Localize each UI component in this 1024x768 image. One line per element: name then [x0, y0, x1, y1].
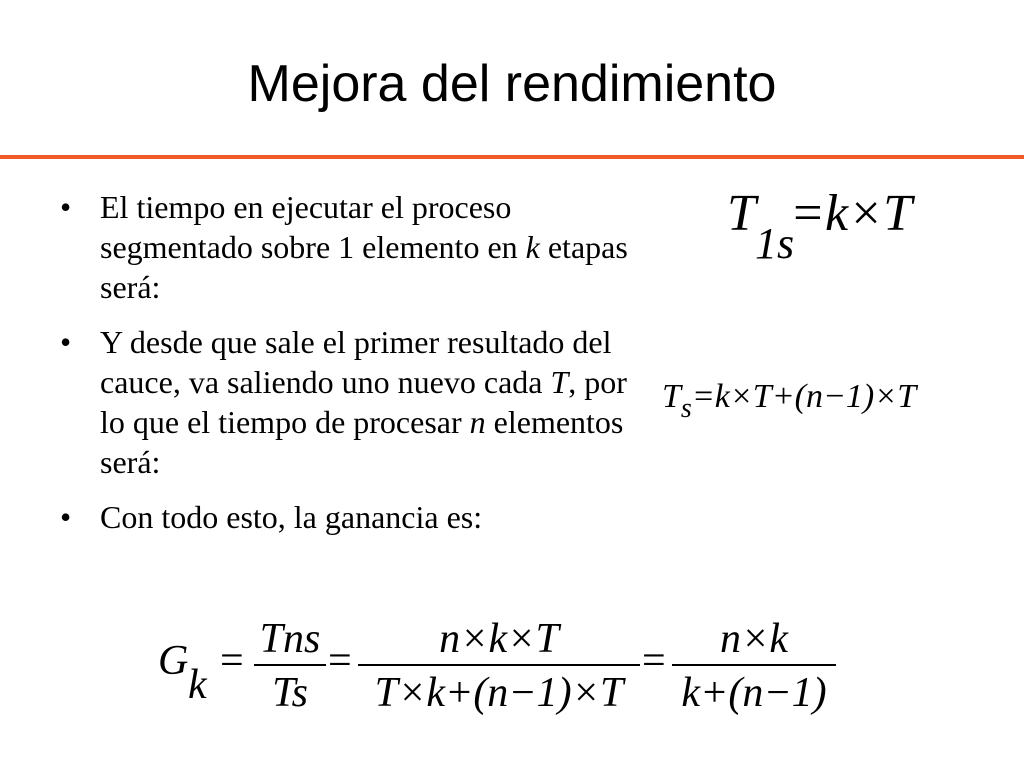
bullet-var-t: T: [550, 364, 569, 400]
formula-lhs: T: [662, 378, 681, 415]
fraction-denominator: k+(n−1): [681, 670, 827, 716]
bullet-text: Con todo esto, la ganancia es:: [100, 499, 483, 535]
fraction-ratio: [254, 618, 326, 714]
bullet-marker: •: [60, 324, 72, 360]
fraction-expanded: [358, 618, 640, 714]
bullet-list: [60, 187, 630, 552]
fraction-denominator: T×k+(n−1)×T: [374, 670, 624, 716]
bullet-marker: •: [60, 189, 72, 225]
formula-subscript: s: [680, 393, 692, 424]
bullet-text: etapas será:: [100, 229, 628, 305]
bullet-text: elementos será:: [100, 404, 624, 480]
equals-sign: =: [642, 638, 666, 684]
bullet-marker: •: [60, 499, 72, 535]
bullet-item: [60, 322, 630, 482]
fraction-numerator: n×k: [720, 616, 788, 662]
bullet-item: [60, 497, 630, 537]
fraction-bar: [358, 664, 640, 666]
equals-sign: =: [220, 638, 244, 684]
bullet-var-k: k: [525, 229, 540, 265]
formula-subscript: k: [188, 662, 207, 708]
formula-rhs: =k×T+(n−1)×T: [691, 378, 917, 415]
formula-lhs: T: [727, 185, 756, 242]
formula-subscript: 1s: [755, 219, 795, 268]
bullet-text: , por lo que el tiempo de procesar: [100, 364, 627, 440]
bullet-var-n: n: [469, 404, 486, 440]
bullet-text: El tiempo en ejecutar el proceso segmentado sobre 1 elemento en: [100, 189, 526, 265]
title-divider: [0, 155, 1024, 159]
bullet-item: [60, 187, 630, 307]
formula-total-time: [662, 378, 917, 424]
formula-rhs: =k×T: [789, 185, 913, 242]
fraction-simplified: [672, 618, 836, 714]
fraction-numerator: Tns: [259, 616, 321, 662]
fraction-bar: [672, 664, 836, 666]
slide-title: Mejora del rendimiento: [247, 55, 777, 113]
formula-lhs: G: [158, 638, 189, 684]
fraction-numerator: n×k×T: [439, 616, 559, 662]
equals-sign: =: [328, 638, 352, 684]
fraction-bar: [254, 664, 326, 666]
bullet-text: Y desde que sale el primer resultado del cauce, va saliendo uno nuevo cada: [100, 324, 612, 400]
formula-single-element-time: [727, 185, 913, 268]
fraction-denominator: Ts: [272, 670, 308, 716]
